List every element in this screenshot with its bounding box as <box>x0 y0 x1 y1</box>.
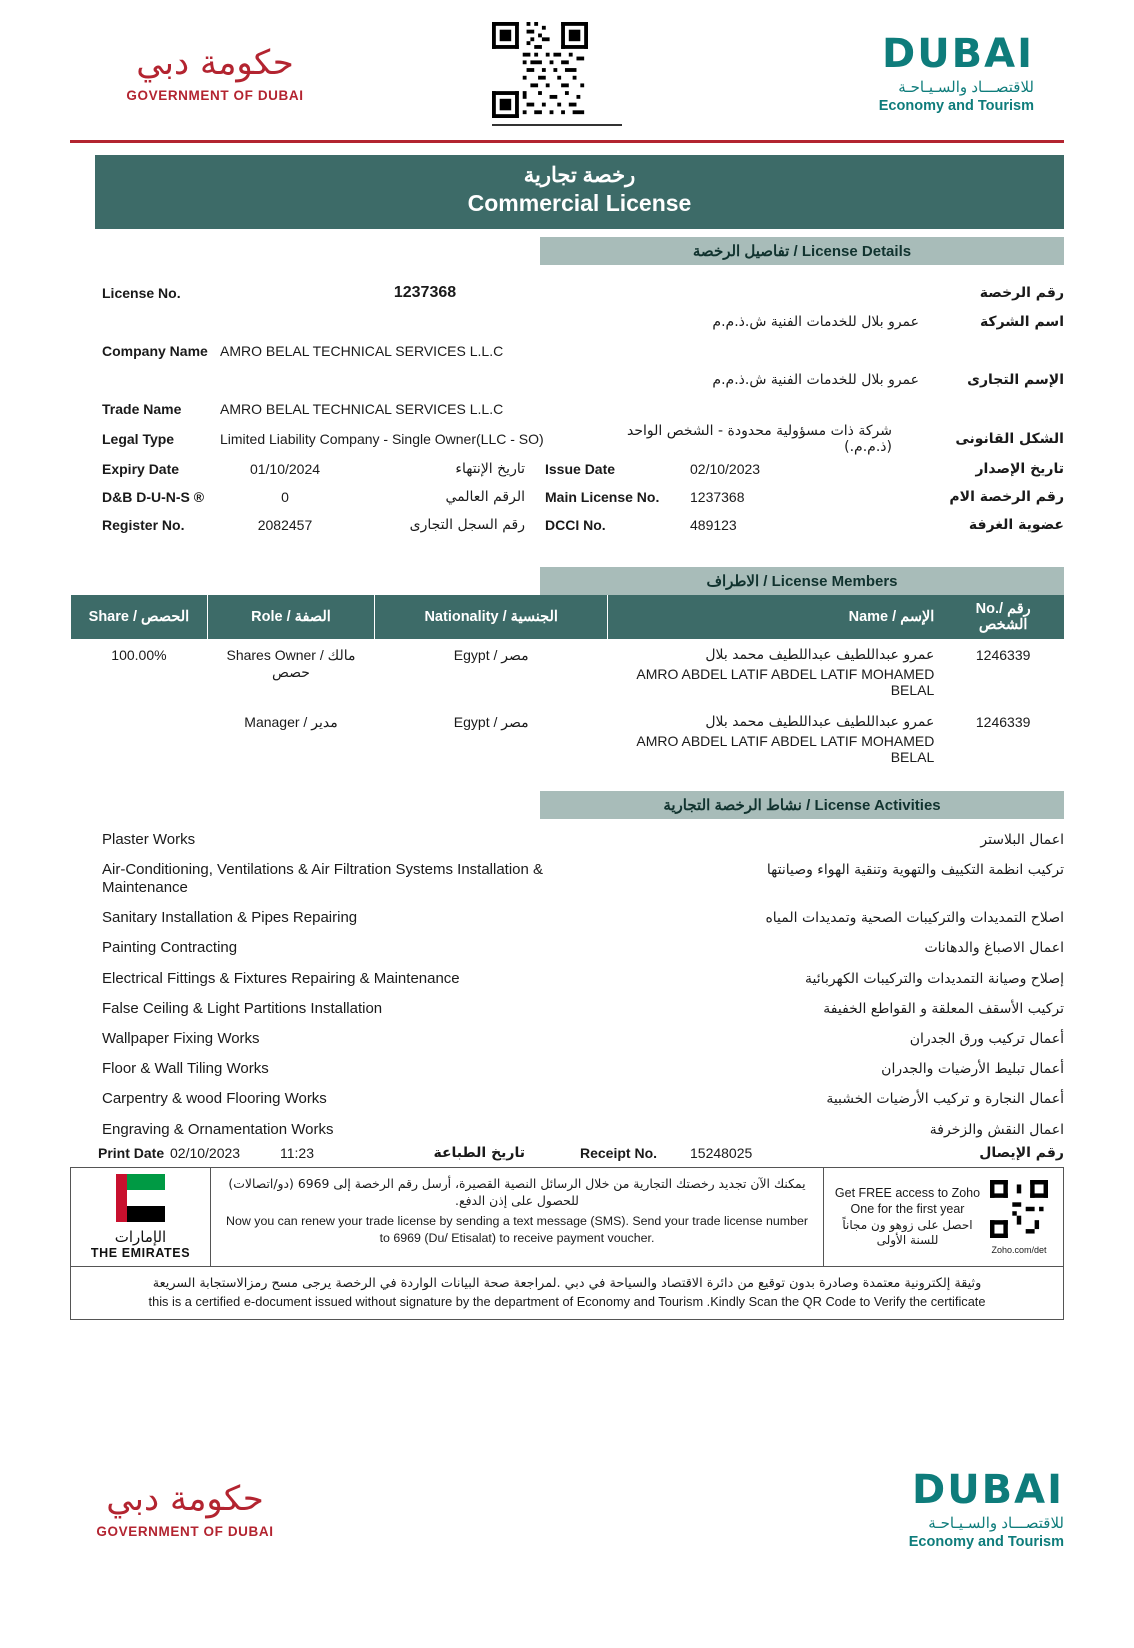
column-header-name: Name / الإسم <box>608 595 943 639</box>
table-row <box>71 706 1065 773</box>
register-no-value: 2082457 <box>257 517 313 533</box>
activity-arabic: تركيب انظمة التكييف والتهوية وتنقية الهواء وصيانتها <box>766 862 1064 879</box>
main-license-no-arabic-label: رقم الرخصة الام <box>949 489 1064 505</box>
sms-note-arabic: يمكنك الآن تجديد رخصتك التجارية من خلال الرسائل النصية القصيرة، أرسل رقم الرخصة إلى 6969 (دو/اتصالات) للحصول على إذن الدفع. <box>228 1176 806 1208</box>
uae-english-text: THE EMIRATES <box>90 1246 191 1260</box>
issue-date-value: 02/10/2023 <box>690 461 761 477</box>
header-divider <box>70 140 1064 143</box>
row-register-dcci <box>70 511 1064 539</box>
zoho-promo-block[interactable] <box>823 1168 1063 1266</box>
activity-arabic: أعمال النجارة و تركيب الأرضيات الخشبية <box>826 1091 1064 1108</box>
activity-arabic: اعمال الاصباغ والدهانات <box>924 940 1064 957</box>
row-license-no <box>70 279 1064 307</box>
issue-date-arabic-label: تاريخ الإصدار <box>975 461 1064 477</box>
list-item <box>70 1000 1064 1018</box>
activity-english: Carpentry & wood Flooring Works <box>102 1090 327 1108</box>
footer-logos <box>70 1467 1064 1550</box>
activity-english: Painting Contracting <box>102 939 238 957</box>
gov-logo-arabic-bottom: حكومة دبي <box>106 1478 264 1519</box>
zoho-qr-block[interactable] <box>983 1180 1055 1255</box>
uae-arabic-text: الإمارات <box>114 1228 167 1246</box>
member-name-english: AMRO ABDEL LATIF ABDEL LATIF MOHAMED BELAL <box>636 666 935 698</box>
license-no-value: 1237368 <box>393 284 457 301</box>
table-row <box>71 639 1065 706</box>
print-date-arabic-label: تاريخ الطباعة <box>433 1145 525 1161</box>
register-no-arabic-label: رقم السجل التجارى <box>409 517 525 533</box>
activity-english: Sanitary Installation & Pipes Repairing <box>102 909 358 927</box>
receipt-no-value: 15248025 <box>690 1145 753 1161</box>
document-title-band <box>95 155 1064 229</box>
certification-note-english: this is a certified e-document issued without signature by the department of Economy and Tourism .Kindly Scan the QR Code to Verify the certificate <box>148 1293 986 1309</box>
expiry-date-arabic-label: تاريخ الإنتهاء <box>455 461 525 477</box>
member-share <box>71 706 208 773</box>
expiry-date-value: 01/10/2024 <box>249 461 321 477</box>
legal-type-arabic-value: شركة ذات مسؤولية محدودة - الشخص الواحد (ذ.م.م.) <box>627 423 892 455</box>
list-item <box>70 1090 1064 1108</box>
company-name-arabic-label: اسم الشركة <box>979 314 1064 330</box>
row-trade-name-arabic <box>70 365 1064 395</box>
activity-english: Electrical Fittings & Fixtures Repairing & Maintenance <box>102 969 460 987</box>
title-arabic: رخصة تجارية <box>523 164 636 187</box>
member-nationality: Egypt / مصر <box>453 714 529 730</box>
uae-emirates-logo <box>71 1168 211 1266</box>
print-date-value: 02/10/2023 <box>170 1145 241 1161</box>
trade-name-value: AMRO BELAL TECHNICAL SERVICES L.L.C <box>220 401 504 417</box>
receipt-no-arabic-label: رقم الإيصال <box>979 1145 1064 1161</box>
dubai-english-subtitle-bottom: Economy and Tourism <box>908 1534 1064 1550</box>
list-item <box>70 1030 1064 1048</box>
column-header-share: Share / الحصص <box>71 595 208 639</box>
register-no-label: Register No. <box>102 517 185 533</box>
row-duns-mainlicense <box>70 483 1064 511</box>
trade-name-arabic-value: عمرو بلال للخدمات الفنية ش.ذ.م.م <box>712 372 919 388</box>
company-name-value: AMRO BELAL TECHNICAL SERVICES L.L.C <box>220 343 504 359</box>
activity-english: Air-Conditioning, Ventilations & Air Filtration Systems Installation & Maintenance <box>102 861 544 897</box>
trade-name-label: Trade Name <box>102 401 182 417</box>
gov-logo-english: GOVERNMENT OF DUBAI <box>126 87 304 103</box>
list-item <box>70 909 1064 927</box>
member-name-arabic: عمرو عبداللطيف عبداللطيف محمد بلال <box>705 647 935 663</box>
activity-arabic: أعمال تركيب ورق الجدران <box>909 1030 1064 1047</box>
activity-arabic: إصلاح وصيانة التمديدات والتركيبات الكهربائية <box>805 970 1064 987</box>
activity-english: False Ceiling & Light Partitions Installation <box>102 999 383 1017</box>
duns-arabic-label: الرقم العالمي <box>445 489 525 505</box>
government-of-dubai-logo-bottom <box>70 1478 300 1539</box>
footer-info-box <box>70 1167 1064 1267</box>
dubai-economy-tourism-logo <box>784 31 1034 114</box>
sms-note-english: Now you can renew your trade license by sending a text message (SMS). Send your trade license number to 6969 (Du/ Etisalat) to receive payment voucher. <box>226 1214 808 1246</box>
zoho-qr-code[interactable] <box>990 1180 1048 1238</box>
section-header-license-activities: نشاط الرخصة التجارية / License Activities <box>540 791 1064 819</box>
dubai-english-subtitle: Economy and Tourism <box>878 98 1034 114</box>
member-role: Shares Owner / مالك حصص <box>226 647 356 680</box>
certification-note-arabic: وثيقة إلكترونية معتمدة وصادرة بدون توقيع من دائرة الاقتصاد والسياحة في دبي .لمراجعة صحة البيانات الواردة في الرخصة يرجى مسح رمزالاستجابة السريعة <box>152 1276 982 1291</box>
section-header-license-details: تفاصيل الرخصة / License Details <box>540 237 1064 265</box>
title-english: Commercial License <box>467 190 692 216</box>
issue-date-label: Issue Date <box>545 461 616 477</box>
main-license-no-label: Main License No. <box>545 489 660 505</box>
document-header <box>70 0 1064 136</box>
license-qr-code <box>492 22 588 118</box>
print-date-label: Print Date <box>98 1145 165 1161</box>
activity-english: Floor & Wall Tiling Works <box>102 1060 269 1078</box>
list-item <box>70 970 1064 988</box>
gov-logo-arabic: حكومة دبي <box>136 42 294 83</box>
member-name-english: AMRO ABDEL LATIF ABDEL LATIF MOHAMED BELAL <box>636 733 935 765</box>
qr-underline <box>492 124 622 126</box>
print-time-value: 11:23 <box>280 1145 314 1161</box>
column-header-person-no: No./ رقم الشخص <box>942 595 1064 639</box>
license-no-arabic-label: رقم الرخصة <box>979 285 1064 301</box>
license-activities-list <box>70 831 1064 1139</box>
document-footer <box>70 1145 1064 1320</box>
gov-logo-english-bottom: GOVERNMENT OF DUBAI <box>96 1523 274 1539</box>
activity-english: Plaster Works <box>102 831 196 848</box>
row-company-name-arabic <box>70 307 1064 337</box>
company-name-label: Company Name <box>102 343 208 359</box>
activity-english: Engraving & Ornamentation Works <box>102 1120 334 1138</box>
row-expiry-issue <box>70 455 1064 483</box>
member-share: 100.00% <box>111 647 167 663</box>
trade-name-arabic-label: الإسم التجارى <box>967 372 1064 388</box>
print-receipt-row <box>70 1145 1064 1167</box>
zoho-promo-text <box>832 1185 983 1249</box>
list-item <box>70 861 1064 897</box>
license-no-label: License No. <box>102 285 181 301</box>
header-qr-block <box>492 22 622 126</box>
section-header-license-members: الاطراف / License Members <box>540 567 1064 595</box>
zoho-promo-arabic: احصل على زوهو ون مجاناً للسنة الأولى <box>842 1217 973 1248</box>
dubai-economy-tourism-logo-bottom <box>814 1467 1064 1550</box>
main-license-no-value: 1237368 <box>690 489 745 505</box>
government-of-dubai-logo <box>100 42 330 103</box>
license-details-block <box>70 279 1064 539</box>
activity-english: Wallpaper Fixing Works <box>102 1029 260 1047</box>
row-legal-type <box>70 423 1064 455</box>
list-item <box>70 831 1064 849</box>
activity-arabic: تركيب الأسقف المعلقة و القواطع الخفيفة <box>823 1000 1064 1017</box>
column-header-nationality: Nationality / الجنسية <box>375 595 608 639</box>
dubai-wordmark-bottom: DUBAI <box>911 1467 1064 1513</box>
activity-arabic: اصلاح التمديدات والتركيبات الصحية وتمديدات المياه <box>765 910 1064 927</box>
member-nationality: Egypt / مصر <box>453 647 529 663</box>
zoho-promo-english: Get FREE access to Zoho One for the first year <box>834 1186 981 1217</box>
license-members-table <box>70 595 1064 773</box>
list-item <box>70 1060 1064 1078</box>
member-name-arabic: عمرو عبداللطيف عبداللطيف محمد بلال <box>705 714 935 730</box>
duns-label: D&B D-U-N-S ® <box>102 489 205 505</box>
dubai-arabic-subtitle: للاقتصـــاد والسـيـاحـة <box>898 79 1034 96</box>
member-person-no: 1246339 <box>975 714 1031 730</box>
dcci-no-label: DCCI No. <box>545 517 606 533</box>
receipt-no-label: Receipt No. <box>580 1145 658 1161</box>
certification-note <box>70 1267 1064 1320</box>
list-item <box>70 939 1064 957</box>
activity-arabic: أعمال تبليط الأرضيات والجدران <box>881 1061 1064 1078</box>
member-person-no: 1246339 <box>975 647 1031 663</box>
column-header-role: Role / الصفة <box>207 595 374 639</box>
activity-arabic: اعمال النقش والزخرفة <box>929 1121 1064 1138</box>
activity-arabic: اعمال البلاستر <box>980 832 1064 848</box>
member-name-cell <box>608 706 943 773</box>
row-trade-name <box>70 395 1064 423</box>
legal-type-value: Limited Liability Company - Single Owner(LLC - SO) <box>220 431 544 447</box>
duns-value: 0 <box>281 489 289 505</box>
list-item <box>70 1121 1064 1139</box>
sms-renewal-note <box>211 1168 823 1266</box>
member-name-cell <box>608 639 943 706</box>
company-name-arabic-value: عمرو بلال للخدمات الفنية ش.ذ.م.م <box>712 314 919 330</box>
dcci-no-arabic-label: عضوية الغرفة <box>968 517 1064 533</box>
expiry-date-label: Expiry Date <box>102 461 180 477</box>
legal-type-label: Legal Type <box>102 431 175 447</box>
uae-flag-icon <box>116 1174 165 1222</box>
row-company-name <box>70 337 1064 365</box>
member-role: Manager / مدير <box>244 714 338 730</box>
zoho-url-caption: Zoho.com/det <box>991 1244 1047 1255</box>
legal-type-arabic-label: الشكل القانونى <box>955 431 1064 447</box>
dcci-no-value: 489123 <box>690 517 737 533</box>
members-table-header-row <box>71 595 1065 639</box>
dubai-wordmark: DUBAI <box>881 31 1034 77</box>
dubai-arabic-subtitle-bottom: للاقتصـــاد والسـيـاحـة <box>928 1515 1064 1532</box>
